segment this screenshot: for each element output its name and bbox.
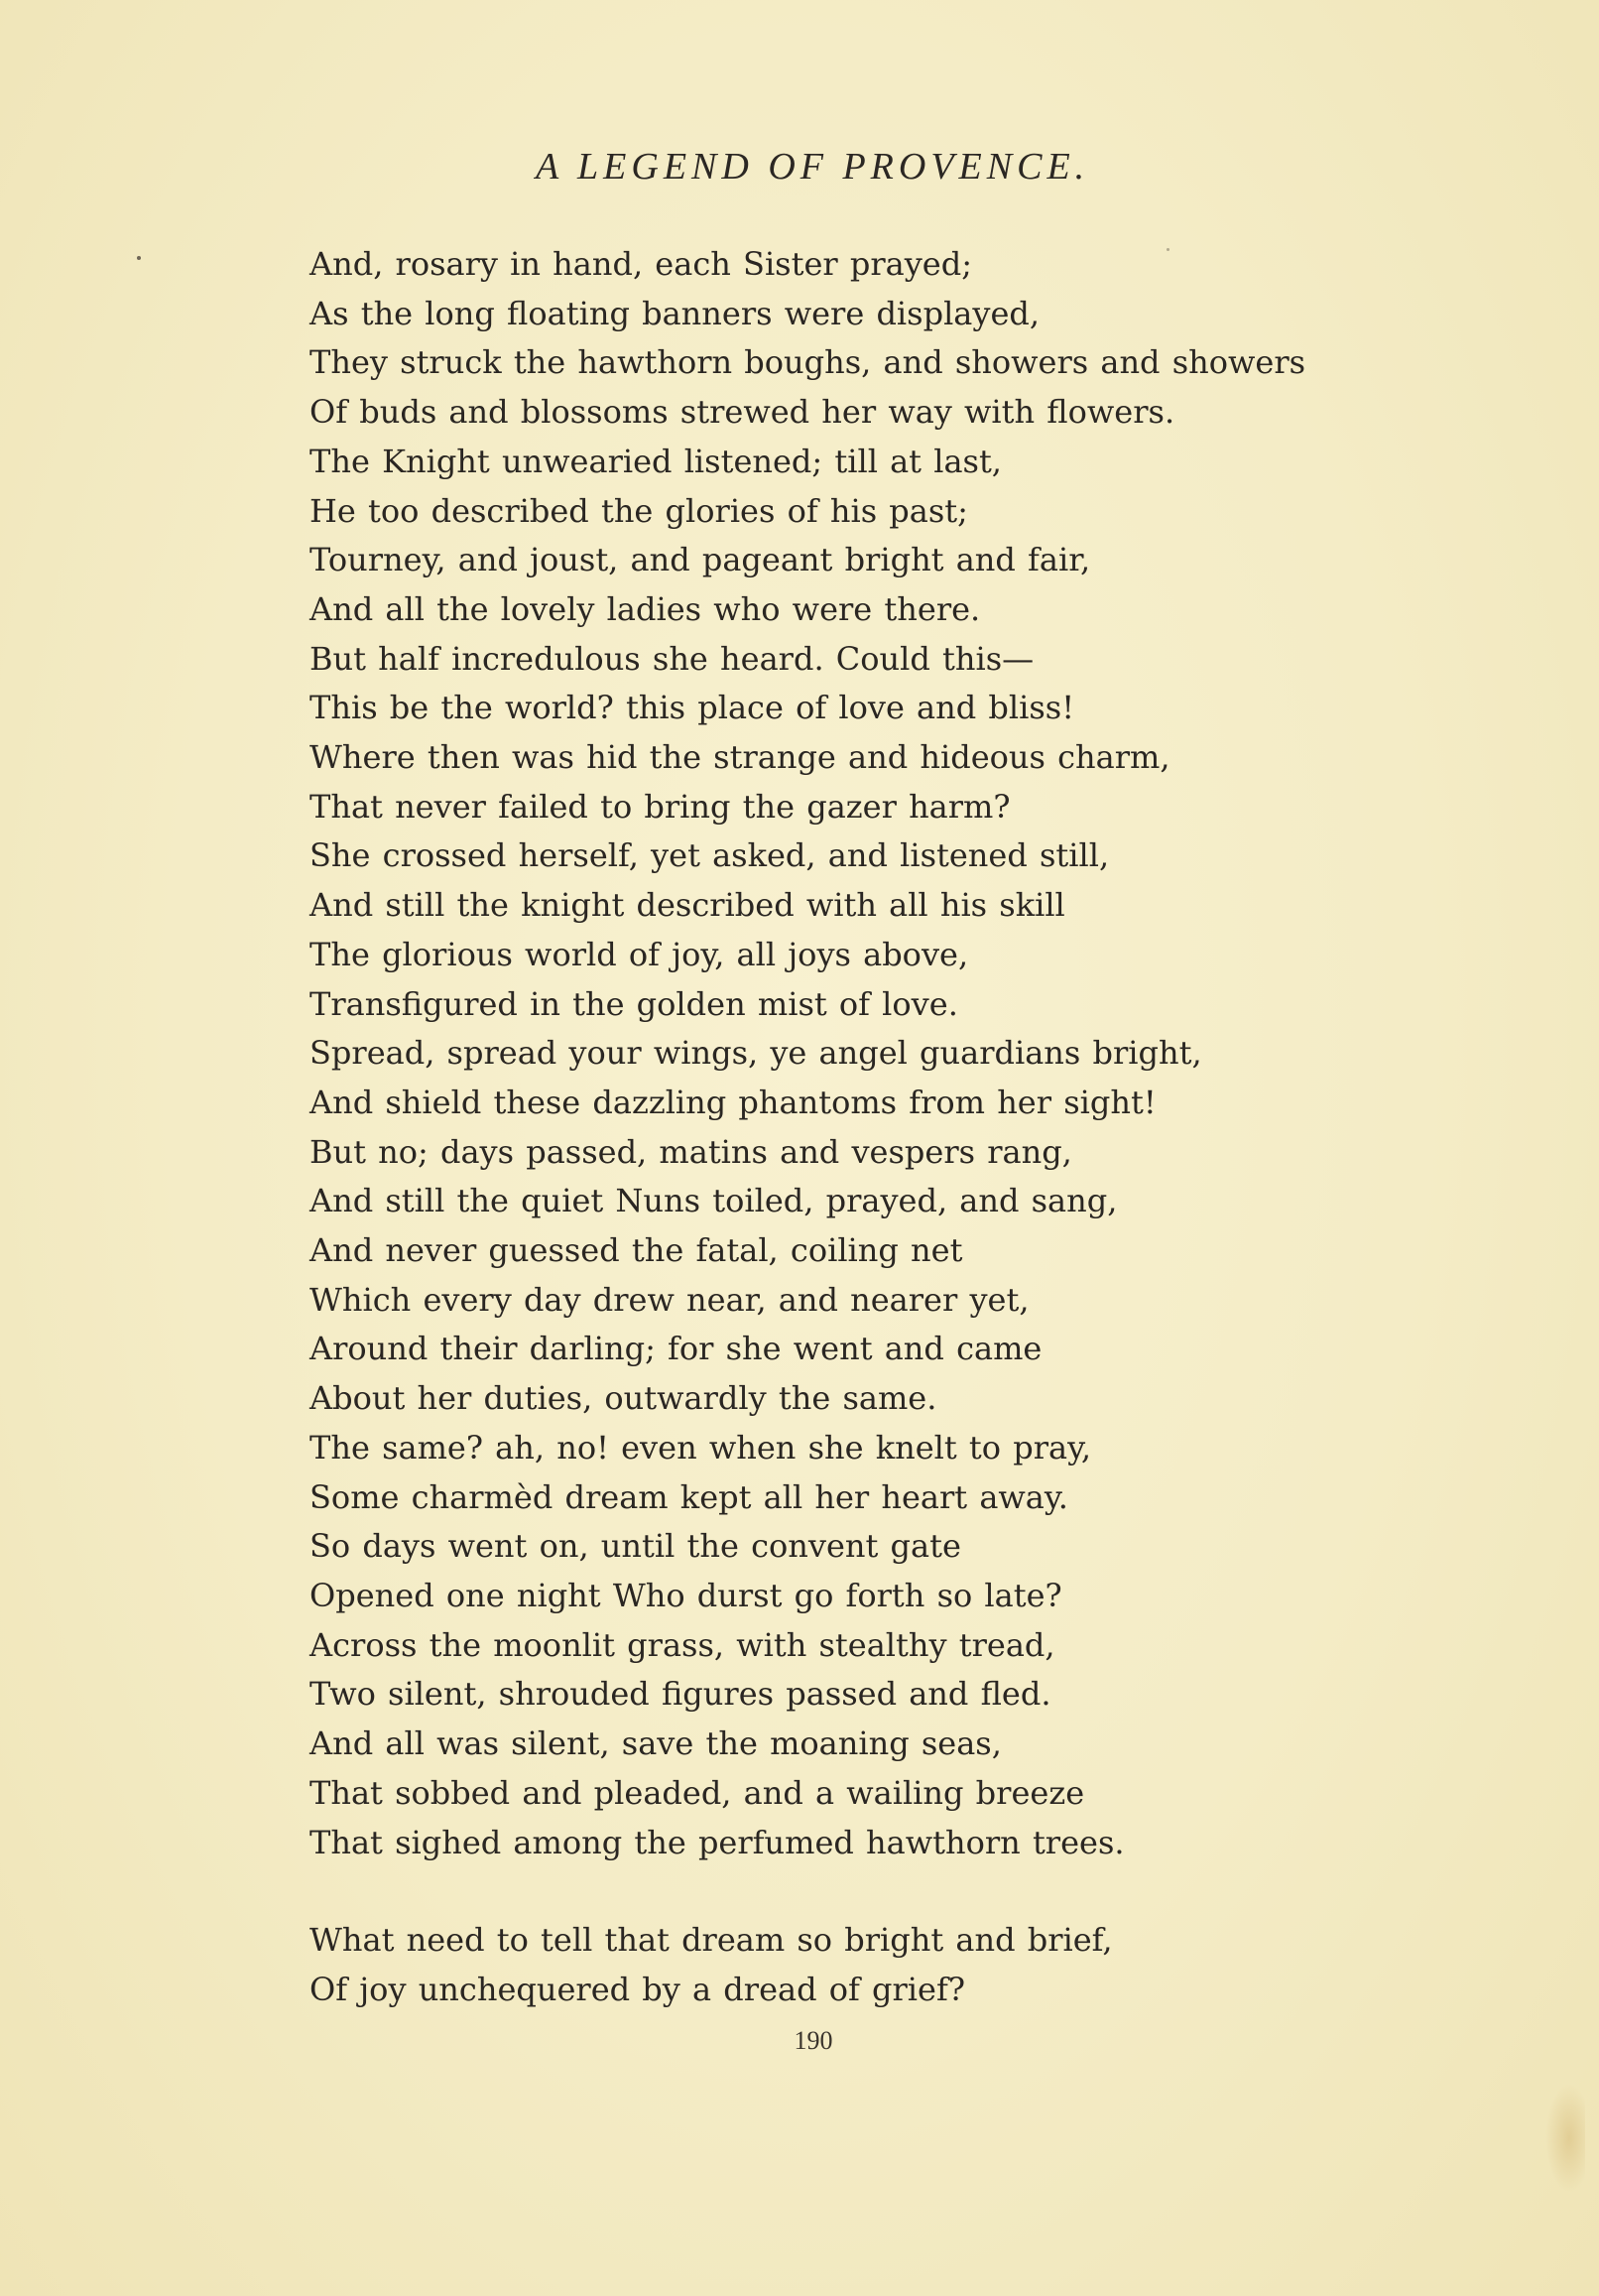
verse-line: And never guessed the fatal, coiling net xyxy=(309,1231,963,1270)
verse-line: Of buds and blossoms strewed her way with flowers. xyxy=(309,393,1175,432)
verse-line: This be the world? this place of love and bliss! xyxy=(309,689,1075,727)
verse-line: But no; days passed, matins and vespers rang, xyxy=(309,1132,1072,1171)
verse-line: About her duties, outwardly the same. xyxy=(309,1379,937,1418)
page-number: 190 xyxy=(794,2026,833,2055)
paper-speck xyxy=(137,256,141,260)
verse-line: So days went on, until the convent gate xyxy=(309,1527,961,1566)
verse-line: Opened one night Who durst go forth so late? xyxy=(309,1576,1062,1614)
verse-line: He too described the glories of his past; xyxy=(309,491,968,530)
verse-line: Of joy unchequered by a dread of grief? xyxy=(309,1970,965,2008)
verse-line: And all was silent, save the moaning seas, xyxy=(309,1724,1002,1763)
verse-line: Spread, spread your wings, ye angel guardians bright, xyxy=(309,1034,1202,1073)
verse-line: And shield these dazzling phantoms from her sight! xyxy=(309,1083,1157,1121)
stanza-1 xyxy=(309,240,1401,1867)
verse-line: They struck the hawthorn boughs, and showers and showers xyxy=(309,343,1306,382)
verse-line: And, rosary in hand, each Sister prayed; xyxy=(309,245,972,283)
verse-line: The same? ah, no! even when she knelt to pray, xyxy=(309,1428,1092,1467)
verse-line: Across the moonlit grass, with stealthy tread, xyxy=(309,1625,1055,1664)
verse-line: What need to tell that dream so bright and brief, xyxy=(309,1921,1113,1959)
verse-line: That sighed among the perfumed hawthorn trees. xyxy=(309,1823,1125,1861)
verse-line: She crossed herself, yet asked, and listened still, xyxy=(309,836,1110,875)
verse-line: As the long floating banners were displayed, xyxy=(309,294,1041,332)
verse-line: And still the quiet Nuns toiled, prayed, and sang, xyxy=(309,1182,1118,1220)
paper-speck xyxy=(1167,248,1169,251)
verse-line: Two silent, shrouded figures passed and fled. xyxy=(309,1675,1051,1714)
verse-line: And all the lovely ladies who were there. xyxy=(309,589,981,628)
paper-stain xyxy=(1545,2084,1585,2193)
verse-line: And still the knight described with all his skill xyxy=(309,886,1065,925)
verse-line: Tourney, and joust, and pageant bright and fair, xyxy=(309,541,1091,579)
verse-line: Around their darling; for she went and came xyxy=(309,1330,1043,1368)
verse-line: Transfigured in the golden mist of love. xyxy=(309,984,958,1023)
verse-line: The glorious world of joy, all joys above, xyxy=(309,935,969,973)
verse-line: Where then was hid the strange and hideous charm, xyxy=(309,738,1170,777)
verse-line: That never failed to bring the gazer harm? xyxy=(309,787,1011,826)
verse-line: Some charmèd dream kept all her heart away. xyxy=(309,1477,1068,1516)
verse-line: But half incredulous she heard. Could this— xyxy=(309,639,1035,678)
verse-line: That sobbed and pleaded, and a wailing breeze xyxy=(309,1773,1085,1812)
verse-line: Which every day drew near, and nearer yet, xyxy=(309,1280,1030,1319)
running-title: A LEGEND OF PROVENCE. xyxy=(536,146,1090,188)
stanza-2 xyxy=(309,1916,1401,2014)
verse-line: The Knight unwearied listened; till at last, xyxy=(309,442,1002,480)
